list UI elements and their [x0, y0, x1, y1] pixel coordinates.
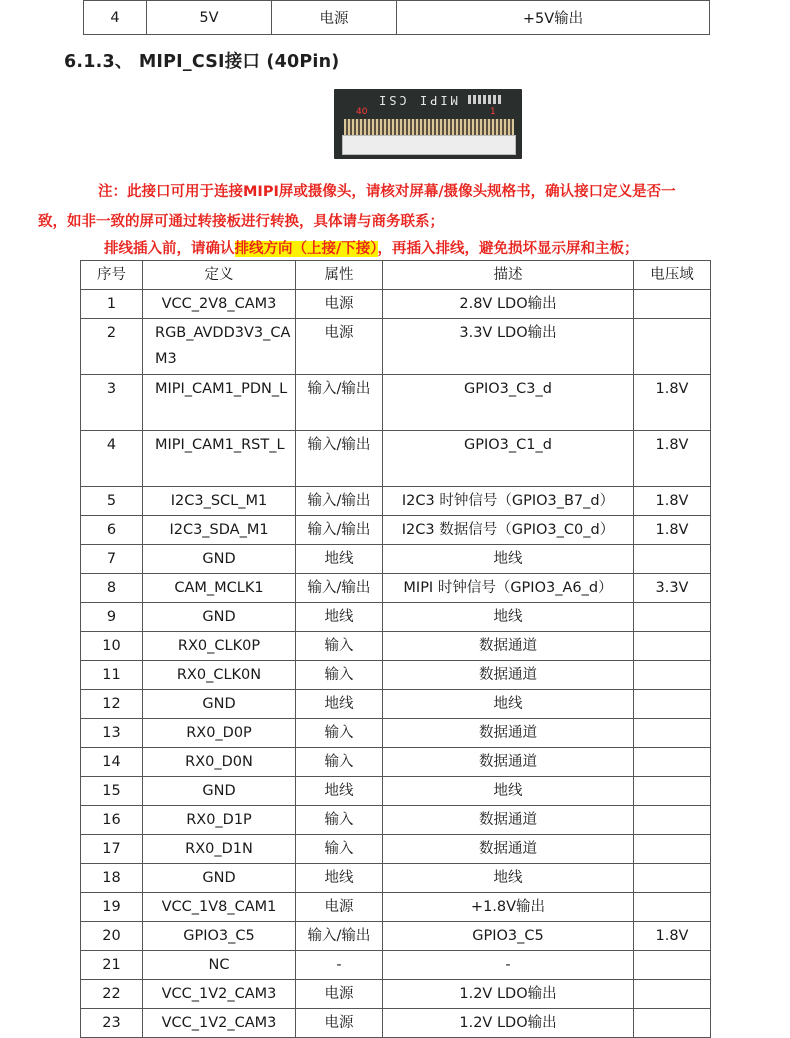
cell-no: 19 [81, 893, 143, 922]
cell-volt [634, 632, 711, 661]
cell-desc: 地线 [383, 777, 634, 806]
cell-def: RX0_CLK0N [143, 661, 296, 690]
cell-no: 14 [81, 748, 143, 777]
cell-attr: 电源 [296, 1009, 383, 1038]
note-line-1: 注：此接口可用于连接MIPI屏或摄像头，请核对屏幕/摄像头规格书，确认接口定义是否一 [98, 184, 676, 200]
cell-no: 20 [81, 922, 143, 951]
table-row [81, 487, 711, 516]
table-row [81, 516, 711, 545]
cell-attr: - [296, 951, 383, 980]
table-row [81, 806, 711, 835]
cell-no: 5 [81, 487, 143, 516]
cell-desc: 3.3V LDO输出 [383, 319, 634, 375]
cell-attr: 输入/输出 [296, 487, 383, 516]
table-row [81, 951, 711, 980]
cell-attr: 输入 [296, 632, 383, 661]
table-row [81, 864, 711, 893]
cell-volt [634, 690, 711, 719]
table-row [81, 574, 711, 603]
cell-def: 5V [147, 1, 272, 35]
cell-desc: +1.8V输出 [383, 893, 634, 922]
cell-attr: 输入/输出 [296, 375, 383, 431]
cell-no: 3 [81, 375, 143, 431]
table-row [81, 980, 711, 1009]
cell-attr: 电源 [296, 290, 383, 319]
column-header: 定义 [143, 261, 296, 290]
table-row [81, 319, 711, 375]
cell-attr: 输入 [296, 748, 383, 777]
cell-desc: GPIO3_C5 [383, 922, 634, 951]
cell-volt [634, 980, 711, 1009]
cell-volt [634, 719, 711, 748]
cell-no: 22 [81, 980, 143, 1009]
pin-40-marker: 40 [356, 107, 368, 117]
table-row [81, 748, 711, 777]
cell-no: 12 [81, 690, 143, 719]
cell-no: 10 [81, 632, 143, 661]
cell-def: RX0_D1P [143, 806, 296, 835]
cell-desc: 1.2V LDO输出 [383, 980, 634, 1009]
cell-desc: 地线 [383, 690, 634, 719]
cell-volt [634, 864, 711, 893]
cell-volt [634, 603, 711, 632]
cell-volt: 1.8V [634, 431, 711, 487]
cell-def: GND [143, 603, 296, 632]
cell-attr: 地线 [296, 777, 383, 806]
cell-volt [634, 545, 711, 574]
cell-volt: 1.8V [634, 487, 711, 516]
cell-no: 9 [81, 603, 143, 632]
cell-volt [634, 290, 711, 319]
cell-attr: 输入/输出 [296, 431, 383, 487]
cell-desc: 2.8V LDO输出 [383, 290, 634, 319]
cell-no: 2 [81, 319, 143, 375]
cell-desc: 地线 [383, 864, 634, 893]
cell-volt [634, 661, 711, 690]
table-row [81, 661, 711, 690]
cell-volt [634, 806, 711, 835]
cell-no: 23 [81, 1009, 143, 1038]
cell-attr: 输入 [296, 719, 383, 748]
cell-attr: 地线 [296, 603, 383, 632]
table-row [81, 603, 711, 632]
note-line-3-pre: 排线插入前，请确认 [104, 241, 235, 257]
cell-volt: 1.8V [634, 375, 711, 431]
cell-desc: 数据通道 [383, 632, 634, 661]
cell-def: RX0_D0P [143, 719, 296, 748]
cell-def: RX0_CLK0P [143, 632, 296, 661]
cell-volt [634, 319, 711, 375]
cell-attr: 电源 [296, 893, 383, 922]
table-row [81, 719, 711, 748]
cell-no: 11 [81, 661, 143, 690]
cell-desc: - [383, 951, 634, 980]
cell-attr: 电源 [296, 980, 383, 1009]
cell-desc: I2C3 时钟信号（GPIO3_B7_d） [383, 487, 634, 516]
table-row [81, 690, 711, 719]
cell-no: 4 [81, 431, 143, 487]
connector-photo [334, 89, 522, 159]
cell-desc: 数据通道 [383, 748, 634, 777]
cell-desc: 数据通道 [383, 806, 634, 835]
table-row [81, 431, 711, 487]
table-row [81, 632, 711, 661]
cell-def: VCC_1V8_CAM1 [143, 893, 296, 922]
pin-1-marker: 1 [490, 107, 496, 117]
cell-volt [634, 893, 711, 922]
column-header: 序号 [81, 261, 143, 290]
cell-desc: GPIO3_C3_d [383, 375, 634, 431]
cell-attr: 输入 [296, 661, 383, 690]
component-strip [468, 95, 502, 104]
cell-attr: 输入 [296, 835, 383, 864]
cell-volt: 1.8V [634, 922, 711, 951]
table-row [81, 375, 711, 431]
cell-def: I2C3_SCL_M1 [143, 487, 296, 516]
cell-no: 15 [81, 777, 143, 806]
cell-def: MIPI_CAM1_PDN_L [143, 375, 296, 431]
cell-def: I2C3_SDA_M1 [143, 516, 296, 545]
table-row [81, 835, 711, 864]
cell-attr: 电源 [272, 1, 397, 35]
cable-direction-highlight: 排线方向（上接/下接） [234, 241, 378, 257]
previous-table-tail [83, 0, 710, 35]
cell-desc: I2C3 数据信号（GPIO3_C0_d） [383, 516, 634, 545]
cell-attr: 地线 [296, 864, 383, 893]
cell-no: 8 [81, 574, 143, 603]
cell-attr: 地线 [296, 690, 383, 719]
table-row [81, 777, 711, 806]
cell-desc: +5V输出 [397, 1, 710, 35]
cell-no: 21 [81, 951, 143, 980]
cell-no: 4 [84, 1, 147, 35]
table-row [81, 893, 711, 922]
cell-attr: 电源 [296, 319, 383, 375]
table-row [84, 1, 710, 35]
cell-desc: 地线 [383, 603, 634, 632]
column-header: 描述 [383, 261, 634, 290]
cell-def: VCC_1V2_CAM3 [143, 1009, 296, 1038]
cell-volt [634, 748, 711, 777]
cell-no: 6 [81, 516, 143, 545]
table-row [81, 1009, 711, 1038]
cell-def: MIPI_CAM1_RST_L [143, 431, 296, 487]
cell-attr: 输入 [296, 806, 383, 835]
cell-attr: 输入/输出 [296, 516, 383, 545]
cell-def: GND [143, 777, 296, 806]
cell-volt: 3.3V [634, 574, 711, 603]
cell-attr: 地线 [296, 545, 383, 574]
connector-pins [344, 119, 514, 135]
cell-desc: 数据通道 [383, 835, 634, 864]
cell-def: GND [143, 545, 296, 574]
cell-def: GND [143, 690, 296, 719]
cell-volt: 1.8V [634, 516, 711, 545]
cell-desc: 数据通道 [383, 719, 634, 748]
table-row [81, 545, 711, 574]
cell-desc: 1.2V LDO输出 [383, 1009, 634, 1038]
cell-attr: 输入/输出 [296, 922, 383, 951]
cell-desc: 数据通道 [383, 661, 634, 690]
cell-def: GND [143, 864, 296, 893]
cell-desc: GPIO3_C1_d [383, 431, 634, 487]
note-line-2: 致，如非一致的屏可通过转接板进行转换，具体请与商务联系； [38, 214, 444, 230]
cell-volt [634, 777, 711, 806]
cell-def: RX0_D0N [143, 748, 296, 777]
table-row [81, 290, 711, 319]
connector-latch [342, 135, 516, 155]
cell-no: 7 [81, 545, 143, 574]
cell-attr: 输入/输出 [296, 574, 383, 603]
column-header: 属性 [296, 261, 383, 290]
column-header: 电压域 [634, 261, 711, 290]
cell-desc: 地线 [383, 545, 634, 574]
cell-no: 17 [81, 835, 143, 864]
mipi-csi-pin-table [80, 260, 711, 1038]
cell-volt [634, 1009, 711, 1038]
cell-def: VCC_1V2_CAM3 [143, 980, 296, 1009]
cell-no: 13 [81, 719, 143, 748]
note-line-3-post: ，再插入排线，避免损坏显示屏和主板； [377, 241, 639, 257]
cell-def: RGB_AVDD3V3_CAM3 [143, 319, 296, 375]
cell-no: 16 [81, 806, 143, 835]
cell-volt [634, 835, 711, 864]
cell-no: 1 [81, 290, 143, 319]
cell-no: 18 [81, 864, 143, 893]
section-heading: 6.1.3、 MIPI_CSI接口 (40Pin) [64, 52, 340, 72]
cell-desc: MIPI 时钟信号（GPIO3_A6_d） [383, 574, 634, 603]
silkscreen-label: MIPI CSI [376, 93, 458, 107]
cell-def: VCC_2V8_CAM3 [143, 290, 296, 319]
cell-def: CAM_MCLK1 [143, 574, 296, 603]
table-header-row [81, 261, 711, 290]
cell-def: NC [143, 951, 296, 980]
note-line-3 [104, 237, 639, 258]
cell-def: GPIO3_C5 [143, 922, 296, 951]
cell-def: RX0_D1N [143, 835, 296, 864]
table-row [81, 922, 711, 951]
cell-volt [634, 951, 711, 980]
